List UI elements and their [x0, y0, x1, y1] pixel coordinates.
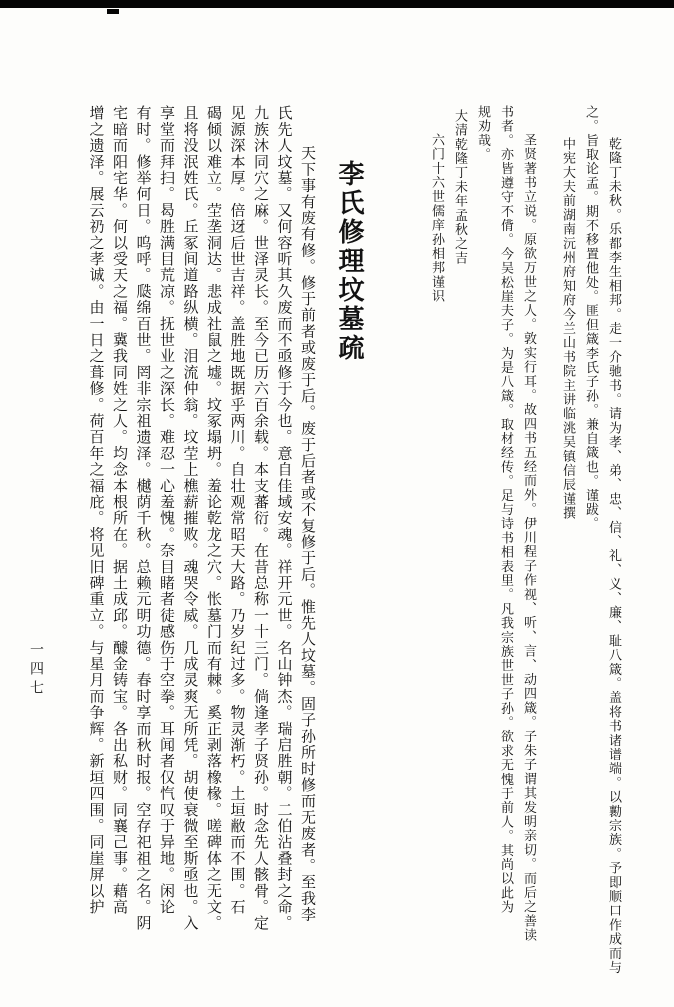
text-column: 大清乾隆丁未年孟秋之吉	[452, 109, 467, 266]
text-column: 中宪大夫前湖南沅州府知府今兰山书院主讲临洮吴镇信辰谨撰	[560, 137, 575, 521]
body-section	[84, 105, 319, 953]
page-title: 李氏修理坟墓疏	[334, 160, 364, 363]
scan-artifact	[107, 9, 119, 14]
text-column: 且将没泯姓氏。丘冢间道路纵横。泪流仲翁。坟茔上樵薪摧败。魂哭令威。几成灵爽无所凭。胡使衰微至斯亟也。入	[181, 105, 200, 932]
text-column: 圣贤著书立说。原欲万世之人。敦实行耳。故四书五经而外。伊川程子作视、听、言、动四箴。子朱子谓其发明亲切。而后之善读	[521, 133, 536, 943]
text-column: 碣倾以难立。茔垄洞达。悲成社鼠之墟。坟冢塌坍。羞论乾龙之穴。怅墓门而有棘。奚正剥落橡椽。嗟碑体之无文。	[205, 105, 223, 932]
text-column: 九族沐同穴之麻。世泽灵长。至今已历六百余载。本支蕃衍。在昔总称一十三门。倘逢孝子贤孙。时念先人骸骨。定	[252, 105, 270, 932]
text-column: 享堂而拜扫。曷胜满目荒凉。抚世业之深长。难忍一心羞愧。奈目睹者徒感伤于空拳。耳闻者仅忾叹于异地。闲论	[158, 105, 176, 915]
text-column: 宅暗而阳宅华。何以受天之福。冀我同姓之人。均念本根所在。据土成邱。醵金铸宝。各出私财。同襄己事。藉高	[111, 105, 129, 915]
text-column: 有时。修举何日。呜呼。瓞绵百世。罔非宗祖遗泽。樾荫千秋。总赖元明功德。春时享而秋时报。空存祀祖之名。阴	[134, 105, 153, 932]
text-column: 书者。亦皆遵守不偝。今吴松崖夫子。为是八箴。取材经传。足与诗书相表里。凡我宗族世世子孙。欲求无愧于前人。其尚以此为	[498, 105, 513, 915]
text-column: 见源深本厚。倍迓后世吉祥。盖胜地既据乎两川。自壮观常昭天大路。乃岁纪过多。物灵渐朽。土垣敝而不围。石	[228, 105, 247, 915]
text-column: 规劝哉。	[475, 105, 490, 162]
text-column: 之。旨取论孟。期不移置他处。匪但箴李氏子孙。兼自箴也。谨跋。	[583, 105, 598, 531]
scan-edge-bar	[0, 0, 674, 8]
text-column: 增之遗泽。展云礽之孝诚。由一日之葺修。荷百年之福庇。将见旧碑重立。与星月而争辉。新垣四围。同崖屏以护	[87, 105, 106, 915]
text-column: 乾隆丁未秋。乐都李生相邦。走一介驰书。请为孝、弟、忠、信、礼、义、廉、耻八箴。盖将书诸谱端。以勷宗族。予即顺口作成而与	[606, 137, 621, 975]
text-column: 六门十六世儒庠孙相邦谨识	[429, 133, 444, 304]
text-column: 氏先人坟墓。又何容听其久废而不亟修于今也。意自佳域安魂。祥开元世。名山钟杰。瑞启胜朝。二伯沾叠封之命。	[275, 105, 294, 932]
text-column: 天下事有废有修。修于前者或废于后。废于后者或不复修于后。惟先人坟墓。固子孙所时修而无废者。至我李	[299, 145, 317, 923]
colophon-section	[425, 105, 625, 993]
page-number: 一四七	[28, 642, 44, 699]
